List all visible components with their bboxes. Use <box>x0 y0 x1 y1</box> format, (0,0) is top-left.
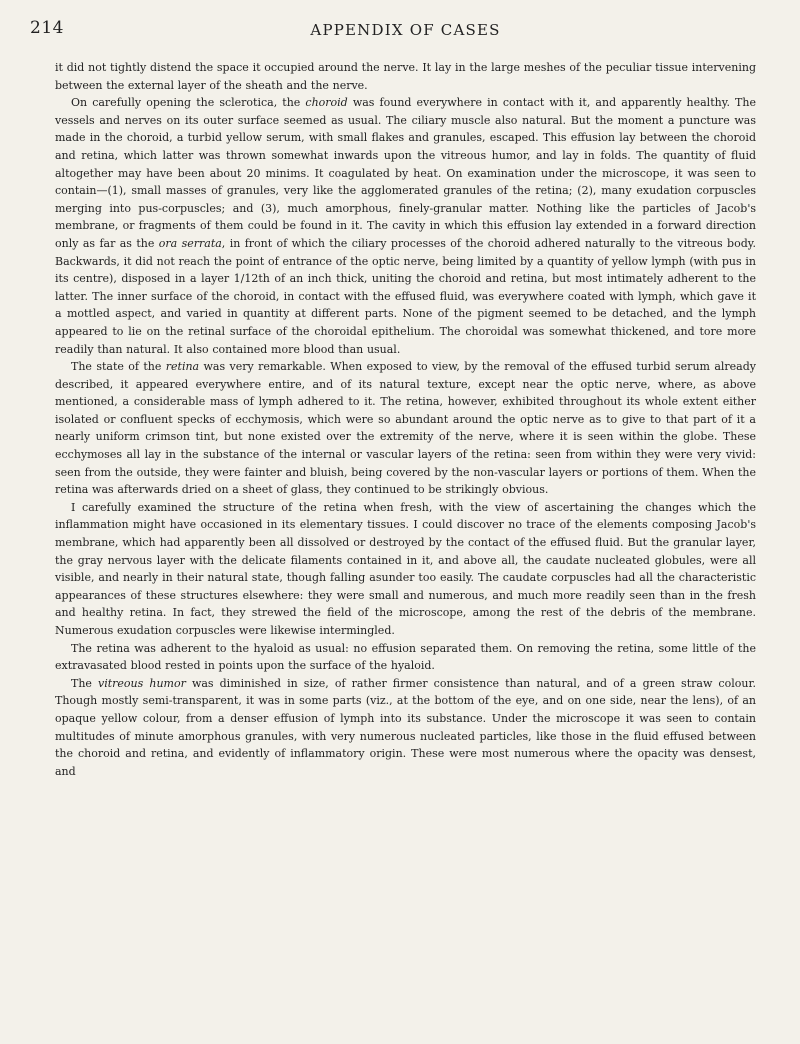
running-head: APPENDIX OF CASES <box>310 21 501 39</box>
page-header <box>30 0 756 39</box>
italic-term: ora serrata <box>158 236 222 250</box>
paragraph <box>55 94 756 358</box>
paragraph <box>55 499 756 640</box>
italic-term: choroid <box>305 96 348 110</box>
text-run: was very remarkable. When exposed to view, by the removal of the effused turbid serum already described, it appeared everywhere entire, and of its natural texture, except near the optic nerve, where, as above mentioned, a considerable mass of lymph adhered to it. The retina, however, exhibited throughout its whole extent either isolated or confluent specks of ecchymosis, which were so abundant around the optic nerve as to give to that part of it a nearly uniform crimson tint, but none existed over the extremity of the nerve, where it is seen within the globe. These ecchymoses all lay in the substance of the internal or vascular layers of the retina: seen from within they were very vivid: seen from the outside, they were fainter and bluish, being covered by the non-vascular layers or portions of them. When the retina was afterwards dried on a sheet of glass, they continued to be strikingly obvious. <box>55 360 756 497</box>
text-run: was found everywhere in contact with it, and apparently healthy. The vessels and nerves on its outer surface seemed as usual. The ciliary muscle also natural. But the moment a puncture was made in the choroid, a turbid yellow serum, with small flakes and granules, escaped. This effusion lay between the choroid and retina, which latter was thrown somewhat inwards upon the vitreous humor, and lay in folds. The quantity of fluid altogether may have been about 20 minims. It coagulated by heat. On examination under the microscope, it was seen to contain—(1), small masses of granules, very like the agglomerated granules of the retina; (2), many exudation corpuscles merging into pus-corpuscles; and (3), much amorphous, finely-granular matter. Nothing like the particles of Jacob's membrane, or fragments of them could be found in it. The cavity in which this effusion lay extended in a forward direction only as far as the <box>55 96 756 250</box>
page-number: 214 <box>30 18 64 38</box>
text-run: , in front of which the ciliary processes of the choroid adhered naturally to the vitreous body. Backwards, it did not reach the point of entrance of the optic nerve, being limited by a quantity of yellow lymph (with pus in its centre), disposed in a layer 1/12th of an inch thick, uniting the choroid and retina, but most intimately adherent to the latter. The inner surface of the choroid, in contact with the effused fluid, was everywhere coated with lymph, which gave it a mottled aspect, and varied in quantity at different parts. None of the pigment seemed to be detached, and the lymph appeared to lie on the retinal surface of the choroidal epithelium. The choroidal was somewhat thickened, and tore more readily than natural. It also contained more blood than usual. <box>55 236 757 356</box>
text-run: The <box>71 676 99 690</box>
body-text <box>55 59 756 780</box>
text-run: it did not tightly distend the space it occupied around the nerve. It lay in the large meshes of the peculiar tissue intervening between the external layer of the sheath and the nerve. <box>55 61 756 92</box>
paragraph <box>55 59 756 94</box>
italic-term: retina <box>165 360 200 374</box>
italic-term: vitreous humor <box>98 676 186 690</box>
paragraph <box>55 675 756 781</box>
text-run: The retina was adherent to the hyaloid as usual: no effusion separated them. On removing the retina, some little of the extravasated blood rested in points upon the surface of the hyaloid. <box>55 641 756 673</box>
paragraph <box>55 640 756 675</box>
text-run: was diminished in size, of rather firmer consistence than natural, and of a green straw colour. Though mostly semi-transparent, it was in some parts (viz., at the bottom of the eye, and on one side, near the lens), of an opaque yellow colour, from a denser effusion of lymph into its substance. Under the microscope it was seen to contain multitudes of minute amorphous granules, with very numerous nucleated particles, like those in the fluid effused between the choroid and retina, and evidently of inflammatory origin. These were most numerous where the opacity was densest, and <box>55 676 756 778</box>
paragraph <box>55 358 756 499</box>
text-run: On carefully opening the sclerotica, the <box>71 96 306 110</box>
text-run: The state of the <box>71 360 166 374</box>
text-run: I carefully examined the structure of the retina when fresh, with the view of ascertaining the changes which the inflammation might have occasioned in its elementary tissues. I could discover no trace of the elements composing Jacob's membrane, which had apparently been all dissolved or destroyed by the contact of the effused fluid. But the granular layer, the gray nervous layer with the delicate filaments contained in it, and above all, the caudate nucleated globules, were all visible, and nearly in their natural state, though falling asunder too easily. The caudate corpuscles had all the characteristic appearances of these structures elsewhere: they were small and numerous, and much more readily seen than in the fresh and healthy retina. In fact, they strewed the field of the microscope, among the rest of the debris of the membrane. Numerous exudation corpuscles were likewise intermingled. <box>55 500 756 637</box>
